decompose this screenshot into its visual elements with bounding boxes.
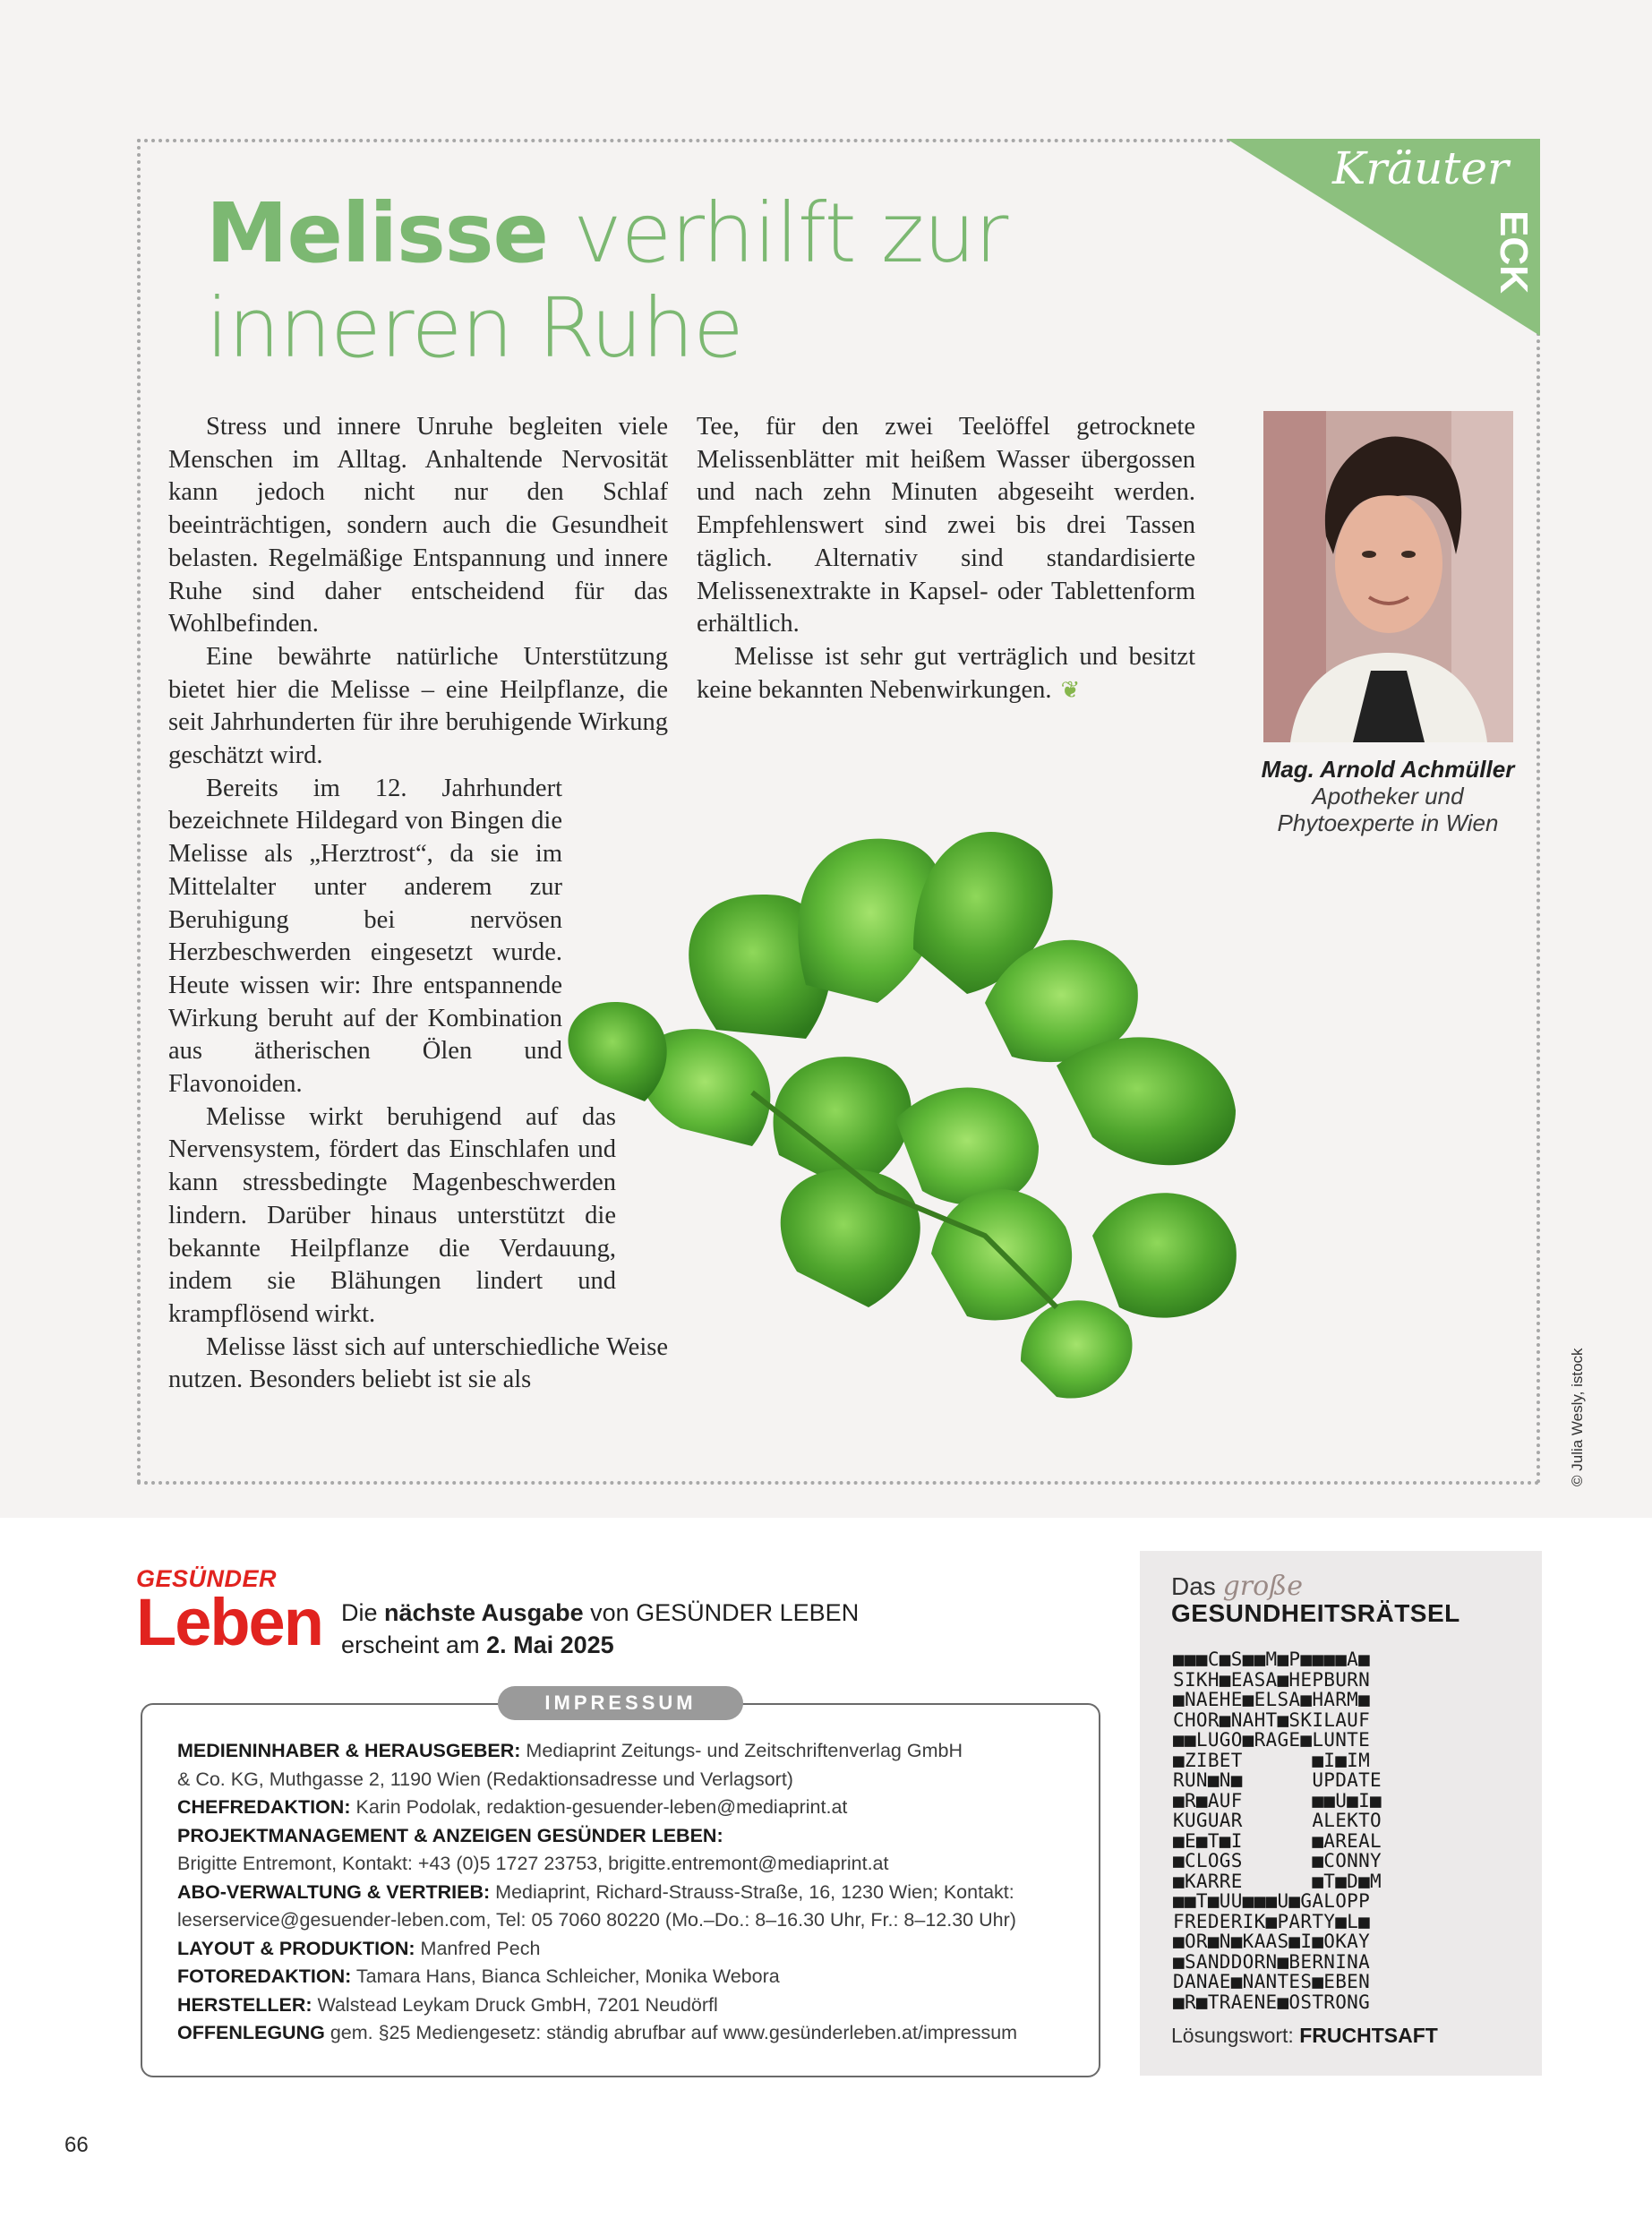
impressum-label-hersteller: HERSTELLER:: [177, 1993, 312, 2016]
article-title: [206, 186, 1101, 376]
paragraph: Melisse lässt sich auf unterschiedliche Weise nutzen. Besonders beliebt ist sie als: [168, 1332, 668, 1394]
impressum-value: gem. §25 Mediengesetz: ständig abrufbar auf www.gesünderleben.at/impressum: [324, 2022, 1018, 2043]
paragraph-text: Melisse ist sehr gut verträglich und besitzt keine bekannten Nebenwirkungen.: [697, 642, 1195, 704]
title-rest: verhilft zur: [547, 185, 1008, 281]
impressum-value: Walstead Leykam Druck GmbH, 7201 Neudörfl: [312, 1993, 718, 2016]
expert-role: Phytoexperte in Wien: [1277, 809, 1499, 836]
logo-line2: Leben: [136, 1585, 322, 1659]
puzzle-row: ■KARRE ■T■D■M: [1173, 1870, 1382, 1892]
impressum-line: [177, 1991, 1082, 2020]
next-text: von GESÜNDER LEBEN: [583, 1599, 860, 1626]
banner-script: Kräuter: [1332, 142, 1509, 194]
impressum-label-owner: MEDIENINHABER & HERAUSGEBER:: [177, 1740, 521, 1761]
mint-leaf: [568, 832, 1236, 1399]
puzzle-row: ■R■TRAENE■OSTRONG: [1173, 1991, 1371, 2013]
impressum-value: Tamara Hans, Bianca Schleicher, Monika Webora: [351, 1965, 780, 1987]
title-line2: inneren Ruhe: [206, 280, 743, 376]
puzzle-row: ■ZIBET ■I■IM: [1173, 1749, 1371, 1771]
impressum-line: [177, 1737, 1082, 1766]
next-issue-note: [341, 1597, 859, 1661]
puzzle-row: ■SANDDORN■BERNINA: [1173, 1950, 1371, 1973]
impressum-text: [177, 1737, 1082, 2048]
impressum-line: [177, 1963, 1082, 1991]
next-bold: nächste Ausgabe: [384, 1599, 584, 1626]
impressum-line: [177, 2019, 1082, 2048]
article-column-1: [168, 411, 668, 1397]
expert-photo: [1263, 411, 1513, 742]
puzzle-row: FREDERIK■PARTY■L■: [1173, 1910, 1371, 1932]
paragraph: Tee, für den zwei Teelöffel getrocknete Melissenblätter mit heißem Wasser übergossen und nach zehn Minuten abgeseiht werden. Empfehlenswert sind zwei bis drei Tassen täglich. Alternativ sind standardisierte Melissenextrakte in Kapsel- oder Tablettenform erhältlich.: [697, 413, 1195, 638]
puzzle-row: ■CLOGS ■CONNY: [1173, 1850, 1382, 1871]
puzzle-solution: [1171, 2024, 1438, 2048]
puzzle-row: ■E■T■I ■AREAL: [1173, 1829, 1382, 1852]
impressum-label-offen: OFFENLEGUNG: [177, 2022, 325, 2043]
impressum-label-abo: ABO-VERWALTUNG & VERTRIEB:: [177, 1880, 491, 1903]
banner-eck: ECK: [1492, 210, 1536, 294]
impressum-label-foto: FOTOREDAKTION:: [177, 1965, 352, 1987]
impressum-label-pm: PROJEKTMANAGEMENT & ANZEIGEN GESÜNDER LEBEN:: [177, 1824, 723, 1846]
puzzle-solution-box: [1140, 1551, 1542, 2076]
leaf-end-icon: ❦: [1060, 676, 1081, 703]
expert-name: Mag. Arnold Achmüller: [1261, 756, 1515, 783]
puzzle-row: CHOR■NAHT■SKILAUF: [1173, 1708, 1371, 1731]
date-text: erscheint am: [341, 1631, 487, 1658]
photo-credit: © Julia Wesly, istock: [1569, 1348, 1586, 1486]
impressum-label-layout: LAYOUT & PRODUKTION:: [177, 1937, 415, 1959]
puzzle-row: RUN■N■ UPDATE: [1173, 1769, 1382, 1791]
impressum-label: IMPRESSUM: [498, 1686, 743, 1720]
puzzle-row: DANAE■NANTES■EBEN: [1173, 1971, 1371, 1992]
impressum-line: [177, 1822, 1082, 1851]
gesuender-leben-logo: [136, 1565, 322, 1659]
impressum-line: [177, 1794, 1082, 1822]
puzzle-grid: [1173, 1649, 1382, 2012]
puzzle-row: ■NAEHE■ELSA■HARM■: [1173, 1689, 1371, 1710]
kraeuter-eck-banner: [1227, 139, 1540, 336]
puzzle-row: ■OR■N■KAAS■I■OKAY: [1173, 1931, 1371, 1952]
title-bold: Melisse: [206, 185, 548, 281]
impressum-value: Mediaprint Zeitungs- und Zeitschriftenverlag GmbH: [520, 1740, 963, 1761]
paragraph: Bereits im 12. Jahrhundert bezeichnete Hildegard von Bingen die Melisse als „Herztrost“, da sie im Mittelalter unter anderem zur Beruhigung bei nervösen Herzbeschwerden eingesetzt wurde. Heute wissen wir: Ihre entspannende Wirkung beruht auf der Kombination aus ätherischen Ölen und Flavonoiden.: [168, 774, 562, 1099]
date-bold: 2. Mai 2025: [486, 1631, 614, 1658]
puzzle-title: GESUNDHEITSRÄTSEL: [1171, 1599, 1460, 1627]
impressum-line: leserservice@gesuender-leben.com, Tel: 05 7060 80220 (Mo.–Do.: 8–16.30 Uhr, Fr.: 8–12.30 Uhr): [177, 1909, 1016, 1931]
puzzle-row: ■■T■UU■■■U■GALOPP: [1173, 1890, 1371, 1912]
paragraph: Melisse wirkt beruhigend auf das Nervensystem, fördert das Einschlafen und kann stressbedingte Magenbeschwerden lindern. Darüber hinaus unterstützt die bekannte Heilpflanze die Verdauung, indem sie Blähungen lindert und krampflösend wirkt.: [168, 1102, 616, 1328]
puzzle-grosse: große: [1222, 1571, 1303, 1602]
puzzle-row: SIKH■EASA■HEPBURN: [1173, 1668, 1371, 1691]
solution-word: FRUCHTSAFT: [1299, 2024, 1438, 2047]
impressum-value: Mediaprint, Richard-Strauss-Straße, 16, 1230 Wien; Kontakt:: [490, 1880, 1014, 1903]
expert-role: Apotheker und: [1312, 783, 1464, 809]
puzzle-row: ■■■C■S■■M■P■■■■A■: [1173, 1649, 1371, 1670]
impressum-line: Brigitte Entremont, Kontakt: +43 (0)5 1727 23753, brigitte.entremont@mediaprint.at: [177, 1853, 889, 1874]
impressum-line: [177, 1879, 1082, 1907]
puzzle-row: ■R■AUF ■■U■I■: [1173, 1789, 1382, 1811]
paragraph: Stress und innere Unruhe begleiten viele Menschen im Alltag. Anhaltende Nervosität kann jedoch nicht nur den Schlaf beeinträchtigen, sondern auch die Gesundheit belasten. Regelmäßige Entspannung und innere Ruhe sind daher entscheidend für das Wohlbefinden.: [168, 413, 668, 638]
page-number: 66: [64, 2133, 89, 2157]
impressum-line: [177, 1935, 1082, 1964]
puzzle-row: KUGUAR ALEKTO: [1173, 1810, 1382, 1831]
impressum-value: Manfred Pech: [415, 1937, 541, 1959]
article-column-2: [697, 411, 1195, 707]
paragraph: [697, 641, 1195, 707]
impressum-line: & Co. KG, Muthgasse 2, 1190 Wien (Redaktionsadresse und Verlagsort): [177, 1768, 793, 1790]
impressum-value: Karin Podolak, redaktion-gesuender-leben@mediaprint.at: [350, 1796, 848, 1818]
next-text: Die: [341, 1599, 385, 1626]
puzzle-das: Das: [1171, 1572, 1216, 1600]
expert-caption: [1218, 756, 1558, 836]
logo-line1: GESÜNDER: [136, 1565, 278, 1592]
puzzle-heading: [1171, 1571, 1303, 1602]
puzzle-row: ■■LUGO■RAGE■LUNTE: [1173, 1729, 1371, 1751]
paragraph: Eine bewährte natürliche Unterstützung bietet hier die Melisse – eine Heilpflanze, die seit Jahrhunderten für ihre beruhigende Wirkung geschätzt wird.: [168, 642, 668, 770]
impressum-label-chief: CHEFREDAKTION:: [177, 1796, 351, 1818]
solution-label: Lösungswort:: [1171, 2024, 1300, 2047]
